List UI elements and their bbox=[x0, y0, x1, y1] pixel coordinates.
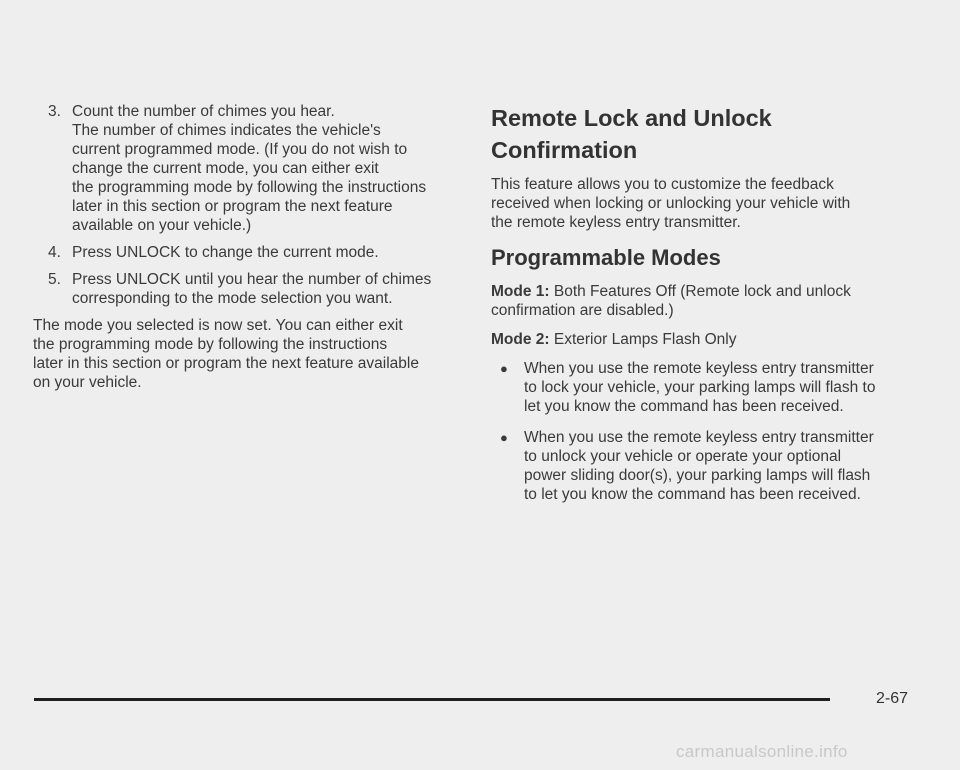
bullet-icon: ● bbox=[500, 361, 508, 376]
paragraph-line: the programming mode by following the instructions bbox=[33, 336, 388, 353]
mode-label: Mode 2: bbox=[491, 331, 550, 348]
step-line: the programming mode by following the instructions bbox=[72, 179, 427, 196]
paragraph-line: The mode you selected is now set. You can either exit bbox=[33, 317, 403, 334]
right-column bbox=[491, 102, 931, 516]
page-number: 2-67 bbox=[876, 690, 909, 707]
bullet-icon: ● bbox=[500, 430, 508, 445]
bullet-line: let you know the command has been received. bbox=[524, 398, 844, 415]
paragraph-line: on your vehicle. bbox=[33, 374, 142, 391]
mode-label: Mode 1: bbox=[491, 283, 550, 300]
intro-line: the remote keyless entry transmitter. bbox=[491, 214, 741, 231]
mode-text: confirmation are disabled.) bbox=[491, 302, 674, 319]
intro-line: This feature allows you to customize the feedback bbox=[491, 176, 834, 193]
bullet-line: power sliding door(s), your parking lamps will flash bbox=[524, 467, 871, 484]
intro-line: received when locking or unlocking your vehicle with bbox=[491, 195, 851, 212]
left-column bbox=[33, 102, 463, 392]
watermark: carmanualsonline.info bbox=[676, 742, 848, 761]
paragraph-line: later in this section or program the next feature available bbox=[33, 355, 419, 372]
mode-text: Both Features Off (Remote lock and unlock bbox=[549, 283, 851, 300]
step-line: Press UNLOCK until you hear the number of chimes bbox=[72, 271, 432, 288]
step-item bbox=[33, 270, 463, 308]
bullet-line: to let you know the command has been received. bbox=[524, 486, 861, 503]
step-line: The number of chimes indicates the vehicle's bbox=[72, 122, 381, 139]
step-line: available on your vehicle.) bbox=[72, 217, 252, 234]
title-line: Confirmation bbox=[491, 137, 638, 163]
step-line: corresponding to the mode selection you want. bbox=[72, 290, 393, 307]
mode-2 bbox=[491, 330, 931, 349]
section-title bbox=[491, 102, 931, 166]
step-line: current programmed mode. (If you do not wish to bbox=[72, 141, 408, 158]
step-item bbox=[33, 102, 463, 235]
summary-paragraph bbox=[33, 316, 463, 392]
bullet-line: When you use the remote keyless entry transmitter bbox=[524, 360, 874, 377]
mode-1 bbox=[491, 282, 931, 320]
step-line: Press UNLOCK to change the current mode. bbox=[72, 244, 379, 261]
step-item bbox=[33, 243, 463, 262]
step-number: 4. bbox=[48, 244, 61, 261]
bullet-line: When you use the remote keyless entry transmitter bbox=[524, 429, 874, 446]
subheading: Programmable Modes bbox=[491, 245, 721, 270]
bullet-line: to unlock your vehicle or operate your optional bbox=[524, 448, 842, 465]
footer-rule bbox=[34, 698, 830, 701]
step-list bbox=[33, 102, 463, 308]
mode-text: Exterior Lamps Flash Only bbox=[549, 331, 737, 348]
step-line: change the current mode, you can either exit bbox=[72, 160, 379, 177]
bullet-line: to lock your vehicle, your parking lamps will flash to bbox=[524, 379, 876, 396]
step-line: Count the number of chimes you hear. bbox=[72, 103, 335, 120]
title-line: Remote Lock and Unlock bbox=[491, 105, 772, 131]
step-number: 3. bbox=[48, 103, 61, 120]
step-line: later in this section or program the next feature bbox=[72, 198, 393, 215]
step-number: 5. bbox=[48, 271, 61, 288]
bullet-item bbox=[491, 428, 931, 504]
bullet-item bbox=[491, 359, 931, 416]
intro-paragraph bbox=[491, 175, 931, 232]
bullet-list bbox=[491, 359, 931, 504]
